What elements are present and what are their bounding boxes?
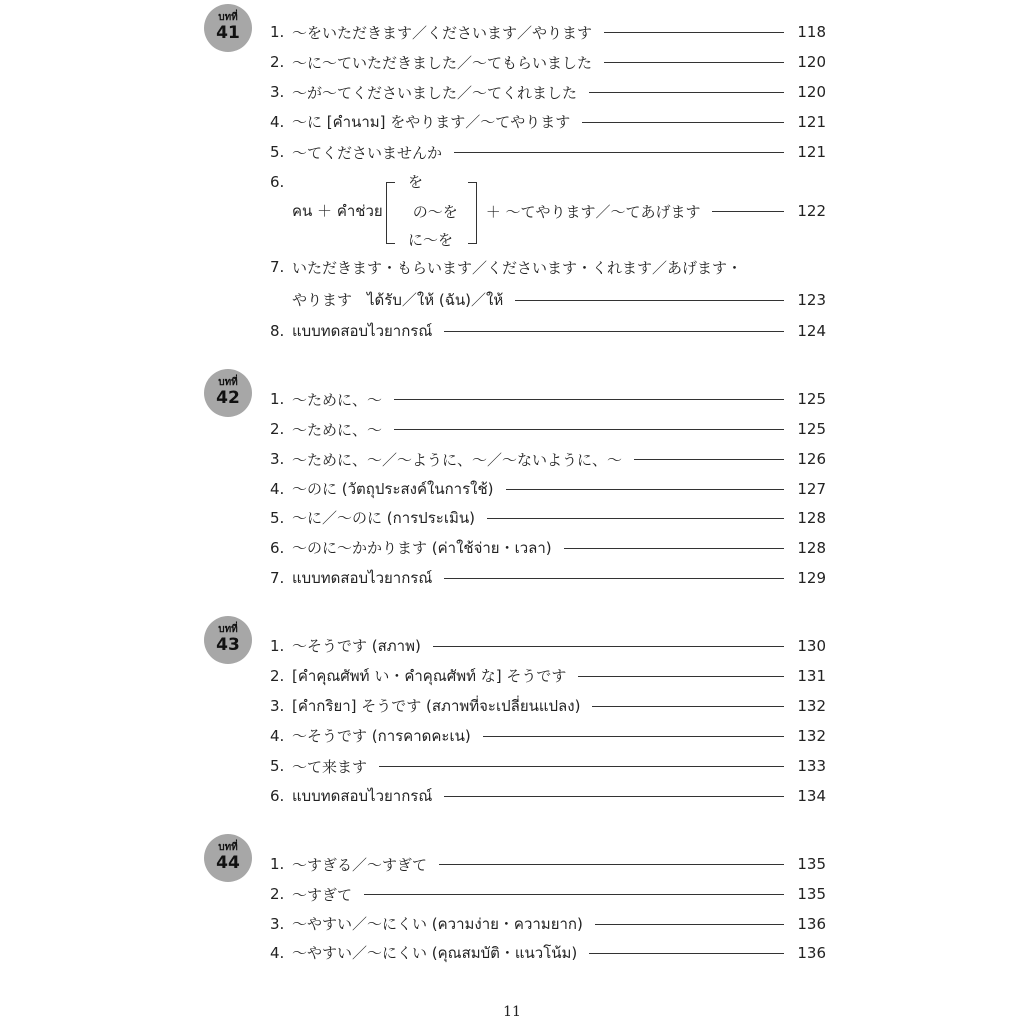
entry-number: 1. (270, 390, 285, 408)
entry-number: 3. (270, 697, 285, 715)
entry-number: 1. (270, 855, 285, 873)
entry-number: 4. (270, 944, 285, 962)
entry-number: 6. (270, 173, 285, 191)
leader-line (515, 300, 784, 301)
entry-page: 127 (797, 480, 826, 498)
toc-entry[interactable] (270, 853, 826, 875)
entry-page: 132 (797, 697, 826, 715)
entry-page: 124 (797, 322, 826, 340)
chapter-number: 43 (216, 635, 240, 655)
leader-line (444, 796, 784, 797)
toc-entry[interactable] (270, 635, 826, 657)
entry-page: 132 (797, 727, 826, 745)
entry-title: แบบทดสอบไวยากรณ์ (292, 322, 433, 340)
entry-number: 4. (270, 113, 285, 131)
leader-line (589, 92, 784, 93)
entry-title: 〜そうです (สภาพ) (292, 637, 421, 655)
entry-title: 〜ために、〜 (292, 390, 383, 409)
entry-title: 〜やすい／〜にくい (ความง่าย・ความยาก) (292, 915, 583, 933)
chapter-number: 44 (216, 853, 240, 873)
entry-title: 〜ために、〜／〜ように、〜／〜ないように、〜 (292, 450, 623, 469)
entry-title: 〜のに (วัตถุประสงค์ในการใช้) (292, 480, 494, 498)
chapter-label: บทที่ (218, 377, 238, 388)
entry-title: [คำกริยา] そうです (สภาพที่จะเปลี่ยนแปลง) (292, 697, 581, 715)
entry-number: 8. (270, 322, 285, 340)
leader-line (394, 399, 784, 400)
entry-number: 5. (270, 509, 285, 527)
entry-number: 5. (270, 143, 285, 161)
entry-title: 〜ために、〜 (292, 420, 383, 439)
entry-title: 〜に／〜のに (การประเมิน) (292, 509, 475, 527)
toc-entry[interactable] (270, 81, 826, 103)
bracket-option: を (408, 173, 424, 191)
entry-page: 118 (797, 23, 826, 41)
leader-line (589, 953, 784, 954)
entry-page: 135 (797, 855, 826, 873)
entry-number: 2. (270, 420, 285, 438)
entry-title: แบบทดสอบไวยากรณ์ (292, 787, 433, 805)
leader-line (433, 646, 784, 647)
toc-entry[interactable] (270, 785, 826, 807)
entry-title: 〜が〜てくださいました／〜てくれました (292, 83, 578, 102)
entry-number: 6. (270, 539, 285, 557)
entry-page: 122 (797, 202, 826, 220)
entry-page: 120 (797, 53, 826, 71)
bracket-option: の〜を (412, 202, 458, 221)
toc-entry[interactable] (270, 755, 826, 777)
toc-entry[interactable] (270, 200, 826, 222)
toc-entry[interactable] (270, 418, 826, 440)
entry-page: 128 (797, 539, 826, 557)
entry-title: [คำคุณศัพท์ い・คำคุณศัพท์ な] そうです (292, 667, 567, 685)
entry-page: 131 (797, 667, 826, 685)
chapter-badge-44 (204, 834, 252, 882)
entry-number: 1. (270, 23, 285, 41)
entry-page: 130 (797, 637, 826, 655)
entry-title: 〜やすい／〜にくい (คุณสมบัติ・แนวโน้ม) (292, 944, 578, 962)
entry-page: 125 (797, 420, 826, 438)
leader-line (592, 706, 784, 707)
entry-number: 2. (270, 667, 285, 685)
entry-page: 136 (797, 915, 826, 933)
entry-page: 120 (797, 83, 826, 101)
toc-entry[interactable] (270, 567, 826, 589)
entry-prefix: คน ＋ คำช่วย (292, 202, 383, 220)
toc-entry[interactable] (270, 665, 826, 687)
entry-page: 123 (797, 291, 826, 309)
leader-line (483, 736, 784, 737)
leader-line (578, 676, 784, 677)
leader-line (634, 459, 784, 460)
leader-line (604, 62, 784, 63)
leader-line (506, 489, 784, 490)
leader-line (564, 548, 784, 549)
leader-line (439, 864, 784, 865)
toc-entry[interactable] (270, 913, 826, 935)
entry-number: 4. (270, 480, 285, 498)
chapter-label: บทที่ (218, 842, 238, 853)
entry-page: 121 (797, 143, 826, 161)
entry-page: 133 (797, 757, 826, 775)
toc-entry[interactable] (270, 21, 826, 43)
entry-number: 2. (270, 53, 285, 71)
entry-number: 3. (270, 915, 285, 933)
entry-title: 〜に〜ていただきました／〜てもらいました (292, 53, 593, 72)
page-number: 11 (503, 1004, 521, 1020)
chapter-label: บทที่ (218, 12, 238, 23)
entry-number: 3. (270, 450, 285, 468)
leader-line (712, 211, 784, 212)
chapter-badge-43 (204, 616, 252, 664)
entry-page: 126 (797, 450, 826, 468)
toc-entry[interactable] (270, 448, 826, 470)
entry-number: 5. (270, 757, 285, 775)
toc-entry[interactable] (270, 725, 826, 747)
entry-title: 〜てくださいませんか (292, 143, 443, 162)
leader-line (394, 429, 784, 430)
entry-page: 128 (797, 509, 826, 527)
toc-entry[interactable] (270, 942, 826, 964)
leader-line (487, 518, 784, 519)
leader-line (595, 924, 784, 925)
entry-number: 4. (270, 727, 285, 745)
entry-page: 136 (797, 944, 826, 962)
entry-title: 〜て来ます (292, 757, 368, 776)
entry-number: 6. (270, 787, 285, 805)
entry-title: いただきます・もらいます／くださいます・くれます／あげます・ (292, 258, 743, 277)
entry-title: 〜そうです (การคาดคะเน) (292, 727, 471, 745)
leader-line (444, 578, 784, 579)
toc-entry[interactable] (270, 320, 826, 342)
chapter-number: 41 (216, 23, 240, 43)
toc-entry-line1[interactable] (270, 256, 826, 278)
chapter-badge-41 (204, 4, 252, 52)
entry-page: 121 (797, 113, 826, 131)
entry-title: 〜のに〜かかります (ค่าใช้จ่าย・เวลา) (292, 539, 552, 557)
entry-number: 7. (270, 569, 285, 587)
leader-line (582, 122, 784, 123)
entry-title: 〜すぎて (292, 885, 353, 904)
entry-page: 125 (797, 390, 826, 408)
leader-line (604, 32, 784, 33)
leader-line (379, 766, 784, 767)
entry-number: 1. (270, 637, 285, 655)
entry-title: やります ได้รับ／ให้ (ฉัน)／ให้ (292, 291, 504, 309)
toc-entry[interactable] (270, 478, 826, 500)
leader-line (444, 331, 784, 332)
entry-page: 129 (797, 569, 826, 587)
entry-number: 3. (270, 83, 285, 101)
leader-line (364, 894, 784, 895)
chapter-badge-42 (204, 369, 252, 417)
entry-number: 2. (270, 885, 285, 903)
toc-entry[interactable] (270, 537, 826, 559)
toc-entry[interactable] (270, 883, 826, 905)
toc-entry[interactable] (270, 111, 826, 133)
entry-title: แบบทดสอบไวยากรณ์ (292, 569, 433, 587)
chapter-label: บทที่ (218, 624, 238, 635)
entry-page: 135 (797, 885, 826, 903)
entry-title: 〜すぎる／〜すぎて (292, 855, 428, 874)
toc-entry[interactable] (270, 695, 826, 717)
entry-title: 〜に [คำนาม] をやります／〜てやります (292, 113, 571, 131)
chapter-number: 42 (216, 388, 240, 408)
entry-number: 7. (270, 258, 285, 276)
leader-line (454, 152, 784, 153)
entry-page: 134 (797, 787, 826, 805)
toc-entry[interactable] (270, 51, 826, 73)
toc-entry[interactable] (270, 507, 826, 529)
toc-entry[interactable] (270, 388, 826, 410)
bracket-option: に〜を (408, 231, 454, 249)
entry-suffix: ＋ 〜てやります／〜てあげます (485, 202, 701, 221)
toc-entry[interactable] (270, 141, 826, 163)
entry-title: 〜をいただきます／くださいます／やります (292, 23, 593, 42)
toc-entry[interactable] (270, 289, 826, 311)
